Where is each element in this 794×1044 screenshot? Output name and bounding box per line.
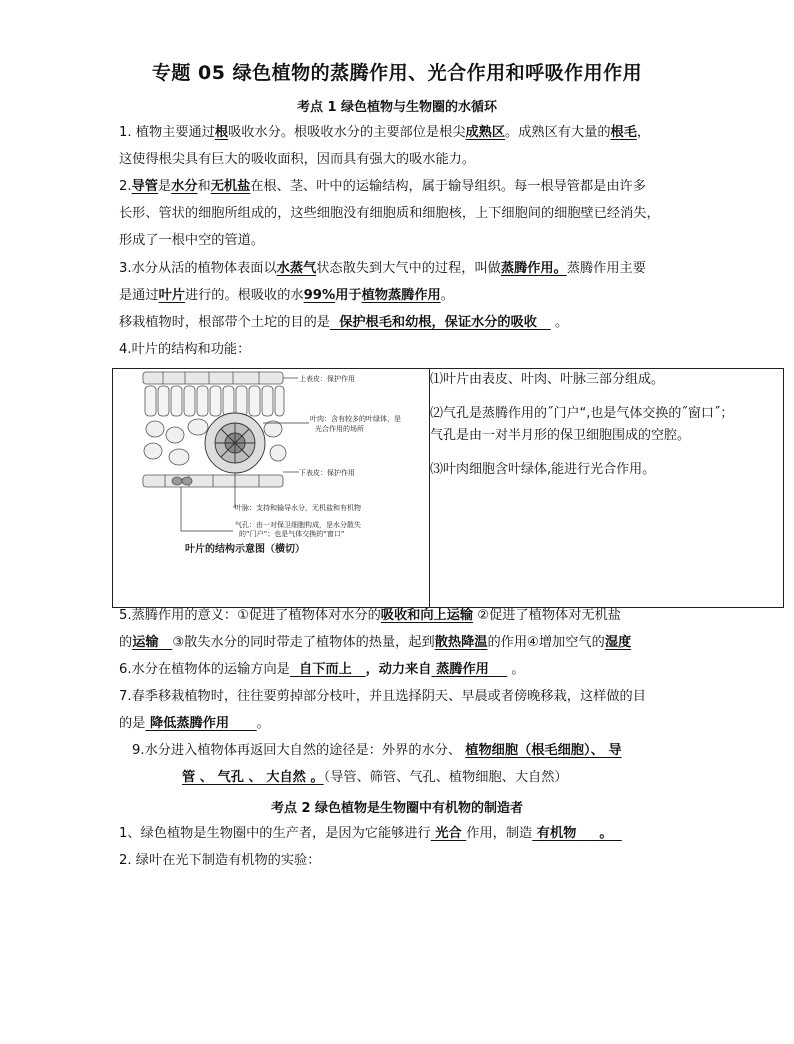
label-lower-epidermis: 下表皮：保护作用 [299, 469, 355, 477]
item-3-line-1: 3.水分从活的植物体表面以水蒸气状态散失到大气中的过程，叫做蒸腾作用。蒸腾作用主要 [119, 261, 646, 276]
leaf-note-2: ⑵气孔是蒸腾作用的˝门户“,也是气体交换的˝窗口˝； [430, 406, 734, 421]
item-3-line-3: 移栽植物时，根部带个土坨的目的是 保护根毛和幼根，保证水分的吸收 。 [119, 315, 569, 330]
item-5-line-1: 5.蒸腾作用的意义：①促进了植物体对水分的吸收和向上运输 ②促进了植物体对无机盐 [119, 608, 621, 623]
leaf-note-2b: 气孔是由一对半月形的保卫细胞围成的空腔。 [430, 428, 691, 443]
item-1-line-1: 1. 植物主要通过根吸收水分。根吸收水分的主要部位是根尖成熟区。成熟区有大量的根毛， [119, 125, 651, 140]
item-3-line-2: 是通过叶片进行的。根吸收的水99%用于植物蒸腾作用。 [119, 288, 454, 303]
item-6: 6.水分在植物体的运输方向是 自下而上 ，动力来自 蒸腾作用 。 [119, 662, 525, 677]
leaf-note-1: ⑴叶片由表皮、叶肉、叶脉三部分组成。 [430, 372, 665, 387]
upper-epidermis [143, 372, 283, 384]
q-1: 1、绿色植物是生物圈中的生产者，是因为它能够进行 光合 作用，制造 有机物 。 [119, 826, 613, 841]
page-title: 专题 05 绿色植物的蒸腾作用、光合作用和呼吸作用作用 [151, 62, 643, 84]
item-7-line-1: 7.春季移栽植物时，往往要剪掉部分枝叶，并且选择阴天、早晨或者傍晚移栽，这样做的目 [119, 689, 646, 704]
leaf-structure-table [112, 368, 784, 608]
item-5-line-2: 的运输 ③散失水分的同时带走了植物体的热量，起到散热降温的作用④增加空气的湿度 [119, 635, 632, 650]
palisade-cells [145, 386, 284, 416]
item-2-line-1: 2.导管是水分和无机盐在根、茎、叶中的运输结构，属于输导组织。每一根导管都是由许多 [119, 179, 646, 194]
label-stoma-2: 的“门户”；也是气体交换的“窗口” [239, 530, 345, 538]
label-stoma-1: 气孔：由一对保卫细胞构成，是水分散失 [235, 521, 361, 529]
leaf-note-3: ⑶叶肉细胞含叶绿体,能进行光合作用。 [430, 462, 656, 477]
diagram-cell [113, 369, 430, 608]
item-2-line-3: 形成了一根中空的管道。 [119, 233, 265, 248]
item-9-line-1: 9.水分进入植物体再返回大自然的途径是：外界的水分、 植物细胞（根毛细胞）、 导 [132, 743, 622, 758]
label-mesophyll-2: 光合作用的场所 [315, 425, 364, 433]
label-vein: 叶脉：支持和输导水分，无机盐和有机物 [235, 504, 361, 512]
leaf-notes-cell [430, 369, 784, 608]
diagram-caption: 叶片的结构示意图（横切） [185, 544, 305, 555]
q-2: 2. 绿叶在光下制造有机物的实验： [119, 853, 321, 868]
section-heading-1: 考点 1 绿色植物与生物圈的水循环 [296, 100, 498, 115]
lower-epidermis [143, 475, 283, 487]
item-7-line-2: 的是 降低蒸腾作用 。 [119, 716, 270, 731]
leaf-cross-section-diagram [113, 369, 429, 603]
item-9-line-2: 管 、 气孔 、 大自然 。（导管、筛管、气孔、植物细胞、大自然） [182, 770, 568, 785]
item-1-line-2: 这使得根尖具有巨大的吸收面积，因而具有强大的吸水能力。 [119, 152, 476, 167]
label-mesophyll-1: 叶肉：含有较多的叶绿体，是 [310, 415, 401, 423]
item-4-heading: 4.叶片的结构和功能： [119, 342, 251, 357]
item-2-line-2: 长形、管状的细胞所组成的，这些细胞没有细胞质和细胞核，上下细胞间的细胞壁已经消失， [119, 206, 660, 221]
section-heading-2: 考点 2 绿色植物是生物圈中有机物的制造者 [270, 801, 524, 816]
label-upper-epidermis: 上表皮：保护作用 [299, 375, 355, 383]
vein-bundle [205, 413, 265, 473]
